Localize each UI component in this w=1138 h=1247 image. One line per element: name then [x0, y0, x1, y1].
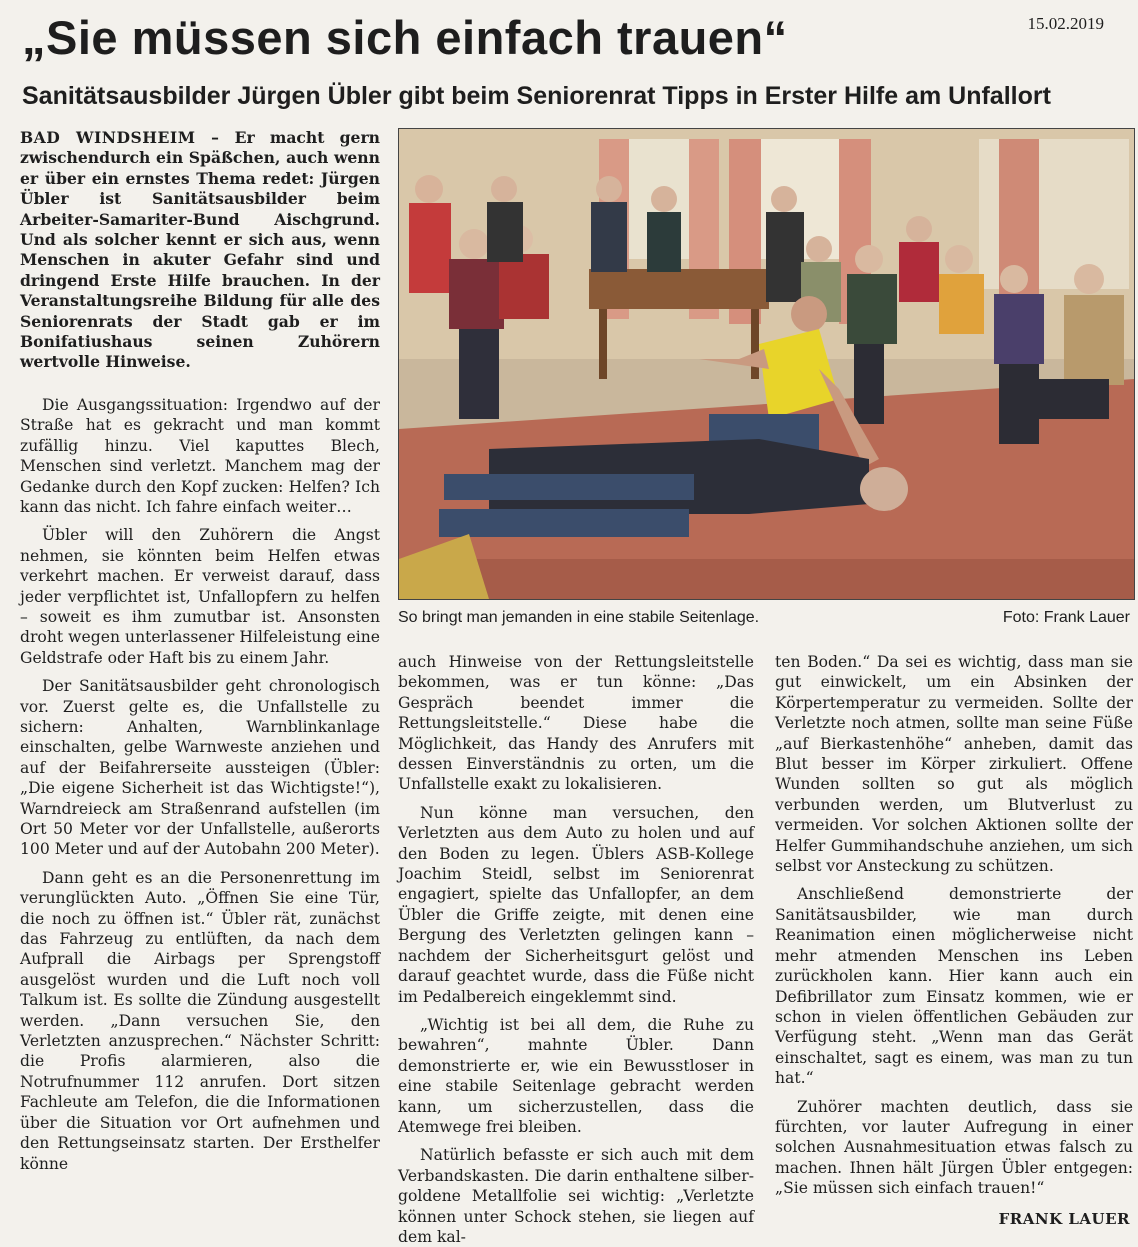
paragraph: Die Ausgangssituation: Irgendwo auf der Straße hat es gekracht und man kommt zufällig hinzu. Viel kaputtes Blech, Menschen sind verletzt. Manchem mag der Gedanke durch den Kopf zucken: Helfen? Ich kann das nicht. Ich fahre einfach weiter… [20, 395, 380, 516]
paragraph: Dann geht es an die Personenrettung im verunglückten Auto. „Öffnen Sie eine Tür, die noch zu öffnen ist.“ Übler rät, zunächst das Fahrzeug zu entlüften, da nach dem Aufprall die Airbags per Sprengstoff ausgelöst wurden und die Luft noch voll Talkum ist. Es sollte die Zündung ausgestellt werden. „Dann versuchen Sie, den Verletzten anzusprechen.“ Nächster Schritt: die Profis alarmieren, also die Notrufnummer 112 anrufen. Dort sitzen Fachleute am Telefon, die die Informationen über die Situation vor Ort aufnehmen und den Rettungseinsatz starten. Der Ersthelfer könne [20, 868, 380, 1173]
byline: FRANK LAUER [998, 1210, 1130, 1228]
paragraph: ten Boden.“ Da sei es wichtig, dass man sie gut einwickelt, um ein Absinken der Körpertemperatur zu vermeiden. Sollte der Verletzte noch atmen, sollte man seine Füße „auf Bierkastenhöhe“ anheben, damit das Blut besser im Körper zirkuliert. Offene Wunden sollten so gut als möglich verbunden werden, um Blutverlust zu vermeiden. Vor solchen Aktionen sollte der Helfer Gummihandschuhe anziehen, um sich selbst vor Ansteckung zu schützen. [775, 653, 1133, 876]
paragraph: auch Hinweise von der Rettungsleitstelle bekommen, was er tun könne: „Das Gespräch beendet immer die Rettungsleitstelle.“ Diese habe die Möglichkeit, das Handy des Anrufers mit dessen Einverständnis zu orten, um die Unfallstelle exakt zu lokalisieren. [398, 653, 754, 794]
paragraph: Der Sanitätsausbilder geht chronologisch vor. Zuerst gelte es, die Unfallstelle zu sichern: Anhalten, Warnblinkanlage einschalten, gelbe Warnweste anziehen und auf der Beifahrerseite aussteigen (Übler: „Die eigene Sicherheit ist das Wichtigste!“), Warndreieck am Straßenrand aufstellen (im Ort 50 Meter vor der Unfallstelle, außerorts 100 Meter und auf der Autobahn 200 Meter). [20, 677, 380, 859]
paragraph: Zuhörer machten deutlich, dass sie fürchten, vor lauter Aufregung in einer solchen Ausnahmesituation etwas falsch zu machen. Ihnen hält Jürgen Übler entgegen: „Sie müssen sich einfach trauen!“ [775, 1097, 1133, 1198]
first-aid-demo-illustration [399, 129, 1134, 599]
lead-paragraph [20, 128, 380, 373]
article-column-3 [775, 652, 1133, 1212]
paragraph: Anschließend demonstrierte der Sanitätsausbilder, wie man durch Reanimation einen möglicherweise nicht mehr atmenden Menschen ins Leben zurückholen kann. Hier kann auch ein Defibrillator zum Einsatz kommen, wie er schon in vielen öffentlichen Gebäuden zur Verfügung steht. „Wenn man das Gerät einschaltet, sagt es einem, was man zu tun hat.“ [775, 885, 1133, 1088]
paragraph: Nun könne man versuchen, den Verletzten aus dem Auto zu holen und auf den Boden zu legen. Üblers ASB-Kollege Joachim Steidl, selbst im Seniorenrat engagiert, spielte das Unfallopfer, an dem Übler die Griffe zeigte, mit denen eine Bergung des Verletzten gelingen kann – nachdem der Sicherheitsgurt gelöst und darauf geachtet wurde, dass die Füße nicht im Pedalbereich eingeklemmt sind. [398, 803, 754, 1006]
dateline: BAD WINDSHEIM – [20, 128, 220, 147]
paragraph: Natürlich befasste er sich auch mit dem Verbandskasten. Die darin enthaltene silber-goldene Metallfolie sei wichtig: „Verletzte können unter Schock stehen, sie liegen auf dem kal- [398, 1146, 754, 1246]
photo-credit: Foto: Frank Lauer [1002, 609, 1130, 626]
paragraph: Übler will den Zuhörern die Angst nehmen, sie könnten beim Helfen etwas verkehrt machen. Er verweist darauf, dass jeder verpflichtet ist, Unfallopfern zu helfen – soweit es ihm zumutbar ist. Ansonsten droht wegen unterlassener Hilfeleistung eine Geldstrafe oder Haft bis zu einem Jahr. [20, 526, 380, 667]
article-column-2 [398, 652, 754, 1246]
article-column-1 [20, 128, 380, 1234]
article-photo [398, 128, 1135, 600]
paragraph: „Wichtig ist bei all dem, die Ruhe zu bewahren“, mahnte Übler. Dann demonstrierte er, wie ein Bewusstloser in eine stabile Seitenlage gebracht werden kann, um sicherzustellen, dass die Atemwege frei bleiben. [398, 1015, 754, 1136]
publication-date: 15.02.2019 [1027, 14, 1104, 33]
subheadline: Sanitätsausbilder Jürgen Übler gibt beim Seniorenrat Tipps in Erster Hilfe am Unfallort [22, 82, 1051, 110]
lead-text: Er macht gern zwischendurch ein Späßchen, auch wenn er über ein ernstes Thema redet: Jürgen Übler ist Sanitätsausbilder beim Arbeiter-Samariter-Bund Aischgrund. Und als solcher kennt er sich aus, wenn Menschen in akuter Gefahr sind und dringend Erste Hilfe brauchen. In der Veranstaltungsreihe Bildung für alle des Seniorenrats der Stadt gab er im Bonifatiushaus seinen Zuhörern wertvolle Hinweise. [20, 128, 380, 372]
photo-caption: So bringt man jemanden in eine stabile Seitenlage. [398, 609, 760, 626]
headline: „Sie müssen sich einfach trauen“ [22, 11, 788, 64]
